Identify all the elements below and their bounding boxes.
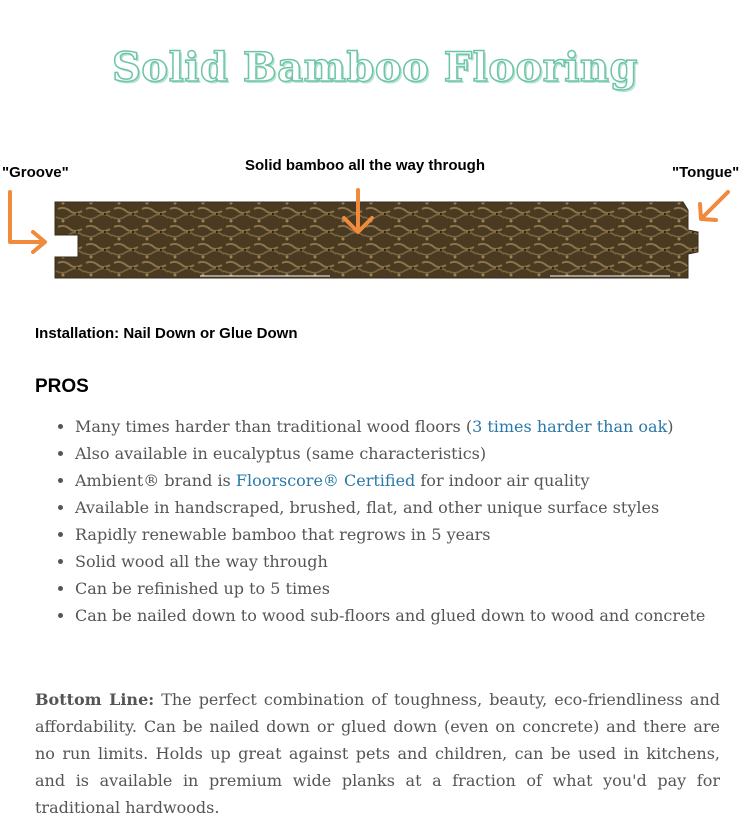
list-item: • Also available in eucalyptus (same characteristics) <box>75 440 735 467</box>
tongue-label: "Tongue" <box>672 164 740 181</box>
tongue-arrow-icon <box>700 192 728 220</box>
page-title: Solid Bamboo Flooring <box>112 44 638 91</box>
pros-list <box>40 413 735 629</box>
list-item: • Rapidly renewable bamboo that regrows in 5 years <box>75 521 735 548</box>
solid-through-label: Solid bamboo all the way through <box>245 157 486 174</box>
list-item: • Can be nailed down to wood sub-floors and glued down to wood and concrete <box>75 602 735 629</box>
groove-arrow-icon <box>10 192 45 252</box>
plank-diagram <box>0 170 750 290</box>
bamboo-plank <box>55 202 698 278</box>
list-item: • Available in handscraped, brushed, flat, and other unique surface styles <box>75 494 735 521</box>
floorscore-link[interactable]: Floorscore® Certified <box>235 471 416 490</box>
bottom-line-paragraph <box>35 686 720 821</box>
installation-text: Installation: Nail Down or Glue Down <box>35 325 298 342</box>
groove-label: "Groove" <box>2 164 69 181</box>
bottom-line-label: Bottom Line: <box>35 690 155 709</box>
list-item: • Ambient® brand is Floorscore® Certified for indoor air quality <box>75 467 735 494</box>
oak-hardness-link[interactable]: 3 times harder than oak <box>472 417 668 436</box>
bottom-line-text: The perfect combination of toughness, beauty, eco-friendliness and affordability. Can be nailed down or glued down (even on concrete) and there are no run limits. Holds up great against pets and children, can be used in kitchens, and is available in premium wide planks at a fraction of what you'd pay for traditional hardwoods. <box>35 690 720 817</box>
list-item: • Many times harder than traditional wood floors (3 times harder than oak) <box>75 413 735 440</box>
list-item: • Can be refinished up to 5 times <box>75 575 735 602</box>
list-item: • Solid wood all the way through <box>75 548 735 575</box>
pros-heading: PROS <box>35 376 89 397</box>
